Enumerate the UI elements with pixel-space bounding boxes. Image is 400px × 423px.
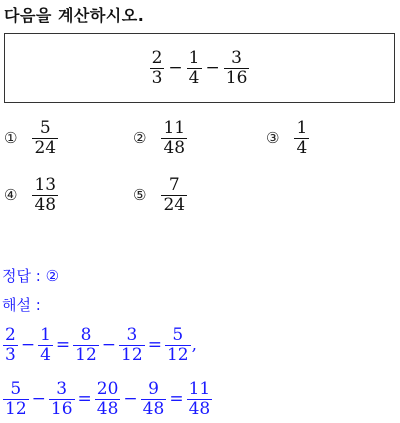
denominator: 3 (5, 344, 16, 365)
fraction-one-quarter (187, 49, 202, 87)
numerator: 9 (148, 379, 159, 399)
denominator: 16 (50, 398, 73, 419)
problem-expression (149, 49, 251, 87)
solution-fraction (73, 326, 99, 364)
choice-5[interactable] (133, 176, 188, 214)
denominator: 12 (75, 344, 97, 365)
numerator: 5 (10, 379, 22, 399)
choice-number: ② (133, 129, 147, 148)
numerator: 3 (56, 379, 68, 399)
explanation-label: 해설 : (2, 296, 41, 314)
solution-fraction (119, 326, 145, 364)
numerator: 5 (172, 325, 184, 345)
numerator: 2 (151, 47, 163, 68)
minus-operator: − (123, 389, 138, 410)
choice-fraction (161, 119, 187, 157)
choice-fraction (32, 119, 58, 157)
numerator: 13 (34, 175, 57, 195)
denominator: 4 (188, 67, 200, 88)
numerator: 8 (80, 325, 92, 345)
minus-operator: − (101, 335, 117, 356)
choice-number: ④ (4, 186, 18, 205)
minus-operator: − (168, 58, 183, 78)
answer-label: 정답 : ② (2, 267, 60, 285)
denominator: 4 (40, 344, 51, 365)
numerator: 1 (188, 47, 200, 68)
solution-fraction (49, 380, 75, 418)
solution-line-2 (2, 380, 213, 418)
denominator: 48 (188, 398, 211, 419)
minus-operator: − (20, 335, 36, 356)
equals-sign: = (169, 389, 184, 410)
solution-fraction (38, 326, 53, 364)
denominator: 12 (166, 344, 189, 365)
comma: , (191, 335, 197, 356)
choice-fraction (161, 176, 187, 214)
numerator: 11 (188, 379, 211, 399)
solution-fraction (187, 380, 213, 418)
solution-fraction (141, 380, 167, 418)
numerator: 1 (296, 118, 308, 138)
choice-number: ⑤ (133, 186, 147, 205)
minus-operator: − (205, 58, 220, 78)
denominator: 12 (121, 344, 143, 365)
question-prompt: 다음을 계산하시오. (4, 6, 145, 25)
choice-2[interactable] (133, 119, 188, 157)
numerator: 3 (231, 47, 242, 68)
choice-number: ③ (266, 129, 280, 148)
choice-number: ① (4, 129, 18, 148)
numerator: 11 (163, 118, 186, 138)
numerator: 7 (168, 175, 180, 195)
choice-3[interactable] (266, 119, 310, 157)
fraction-three-sixteenths (224, 49, 250, 87)
choice-4[interactable] (4, 176, 59, 214)
solution-fraction (3, 380, 29, 418)
denominator: 3 (151, 67, 163, 88)
numerator: 2 (5, 325, 16, 345)
solution-line-1 (2, 326, 197, 364)
fraction-two-thirds (150, 49, 165, 87)
numerator: 20 (96, 379, 119, 399)
solution-fraction (165, 326, 191, 364)
equals-sign: = (77, 389, 92, 410)
numerator: 1 (40, 325, 51, 345)
denominator: 4 (296, 137, 308, 158)
numerator: 3 (126, 325, 138, 345)
denominator: 48 (34, 194, 57, 215)
denominator: 48 (96, 398, 119, 419)
denominator: 16 (225, 67, 248, 88)
problem-box (4, 33, 395, 103)
choice-fraction (294, 119, 309, 157)
numerator: 5 (39, 118, 51, 138)
denominator: 48 (163, 137, 186, 158)
solution-fraction (95, 380, 121, 418)
minus-operator: − (31, 389, 46, 410)
denominator: 24 (163, 194, 186, 215)
choice-fraction (32, 176, 58, 214)
denominator: 24 (34, 137, 57, 158)
denominator: 12 (5, 398, 27, 419)
solution-fraction (3, 326, 18, 364)
denominator: 48 (142, 398, 165, 419)
choice-1[interactable] (4, 119, 59, 157)
equals-sign: = (55, 335, 71, 356)
equals-sign: = (147, 335, 162, 356)
